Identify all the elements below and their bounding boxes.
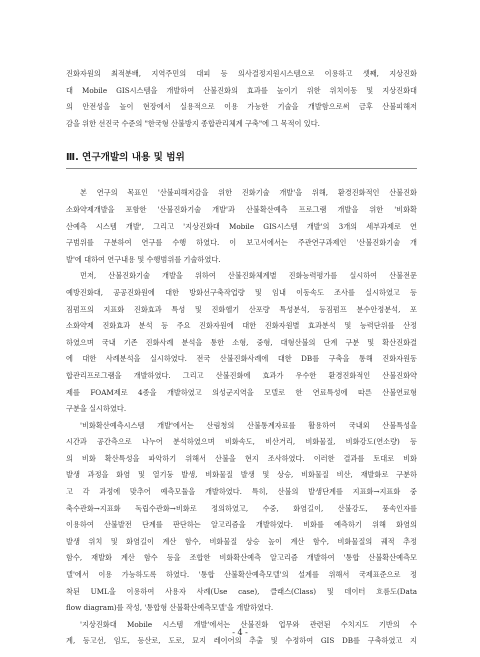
text-line: 의 비화 확산특성을 파악하기 위해서 산불을 현지 조사하였다. 이러한 결과를 토대로 비화 <box>66 453 417 463</box>
text-line: 함수, 재발화 계산 함수 등을 조합한 비화확산예측 알고리즘 개발하여 '통합 산불확산예측모 <box>66 553 417 563</box>
text-line: 이용하여 산불발전 단계를 판단하는 알고리즘을 개발하였다. 비화를 예측하기 위해 화염의 <box>66 520 417 530</box>
text-line: 진화자원의 최적분배, 지역주민의 대피 등 의사결정지원시스템으로 이용하고 셋째, 지상진화 <box>66 69 417 78</box>
text-line: 본 연구의 목표인 '산불피해저감을 위한 진화기술 개발'을 위해, 환경진화적인 산불진화 <box>80 188 417 198</box>
text-line: 델'에서 이용 가능하도록 하였다. '통합 산불확산예측모델'의 설계를 위해서 국제표준으로 정 <box>66 570 417 580</box>
paragraph-suppression-tech <box>66 268 417 417</box>
section-heading: Ⅲ. 연구개발의 내용 및 범위 <box>66 152 185 164</box>
text-line: 대 Mobile GIS시스템을 개발하여 산불진화의 효과를 높이기 위한 위치이동 및 지상진화대 <box>66 85 417 95</box>
text-line: 소화약제 진화효과 분석 등 주요 진화자원에 대한 진화자원별 효과분석 및 능력단위를 산정 <box>66 321 417 331</box>
text-line: 발생 과정을 화염 및 열기둥 발생, 비화물질 발생 및 상승, 비화물질 비산, 재발화로 구분하 <box>66 470 417 480</box>
text-line: 발생 위치 및 화염길이 계산 함수, 비화물질 상승 높이 계산 함수, 비화물질의 궤적 추정 <box>66 536 417 546</box>
text-line: 소화약제개발을 포함한 '산불진화기술 개발'과 산불확산예측 프로그램 개발을 위한 '비화확 <box>66 204 417 214</box>
page-number: - 4 - <box>232 628 248 637</box>
text-line: '비화확산예측시스템 개발'에서는 산림청의 산불통계자료를 활용하여 국내외 산불특성을 <box>80 420 417 430</box>
text-line: 예방진화대, 공공진화원에 대한 방화선구축작업량 및 임내 이동속도 조사를 실시하였고 등 <box>66 287 417 297</box>
text-line: 짐펌프의 지표화 진화효과 특성 및 진화헬기 산포량 특성분석, 등짐펌프 분수안정분석, 포 <box>66 304 417 314</box>
text-line: '지상진화대 Mobile 시스템 개발'에서는 산불진화 업무와 관련된 수치지도 기반의 수 <box>80 619 417 629</box>
text-line: 에 대한 사례분석을 실시하였다. 전국 산불진화사례에 대한 DB를 구축을 통해 진화자원동 <box>66 354 417 364</box>
text-line: flow diagram)를 작성, '통합형 산불확산예측모델'을 개발하였다. <box>66 603 274 613</box>
text-line: 고 각 과정에 맞추어 예측모듈을 개발하였다. 특히, 산불의 발생단계를 지표화→지표화 중 <box>66 487 417 497</box>
text-line: 의 안전성을 높이 현장에서 실용적으로 이용 가능한 기술을 개발함으로써 금후 산불피해저 <box>66 102 417 112</box>
text-line: 감을 위한 선진국 수준의 "한국형 산불방지 종합관리체계 구축"에 그 목적이 있다. <box>66 118 320 128</box>
text-line: 시간과 공간측으로 나누어 분석하였으며 비화속도, 비산거리, 비화물질, 비화강도(연소량) 등 <box>66 437 417 447</box>
text-line: 합관리프로그램을 개발하였다. 그리고 산불진화에 효과가 우수한 환경진화적인 산불진화약 <box>66 370 417 380</box>
document-body <box>66 66 417 650</box>
text-line: 구범위를 구분하여 연구를 수행 하였다. 이 보고서에서는 주관연구과제인 '산불진화기술 개 <box>66 238 417 248</box>
text-line: 하였으며 국내 기존 진화사례 분석을 통한 소형, 중형, 대형산불의 단계 구분 및 확산진화결 <box>66 337 417 347</box>
paragraph-spotting-model <box>66 418 417 617</box>
text-line: 계, 등고선, 임도, 등산로, 도로, 묘지 레이어의 추출 및 수정하여 GIS DB를 구축하였고 지 <box>66 636 417 646</box>
text-line: 발'에 대하여 연구내용 및 수행범위를 기술하였다. <box>66 254 221 264</box>
intro-block <box>66 66 417 132</box>
text-line: 축수관화→지표화 독립수관화→비화로 정의하였고, 수중, 화염길이, 산불강도, 풍속인자를 <box>66 503 417 513</box>
paragraph-overview <box>66 185 417 268</box>
text-line: 구분을 실시하였다. <box>66 404 127 414</box>
text-line: 제를 FOAM제로 4종을 개발하였고 의성군지역을 모델로 한 연료특성에 따른 산불연료형 <box>66 387 417 397</box>
text-line: 산예측 시스템 개발', 그리고 '지상진화대 Mobile GIS시스템 개발'의 3개의 세부과제로 연 <box>66 221 417 231</box>
text-line: 착된 UML을 이용하여 사용자 사례(Use case), 클래스(Class) 및 데이터 흐름도(Data <box>66 586 417 596</box>
text-line: 먼저, 산불진화기술 개발을 위하여 산불진화체계별 진화능력평가를 실시하여 산불전문 <box>80 271 417 281</box>
